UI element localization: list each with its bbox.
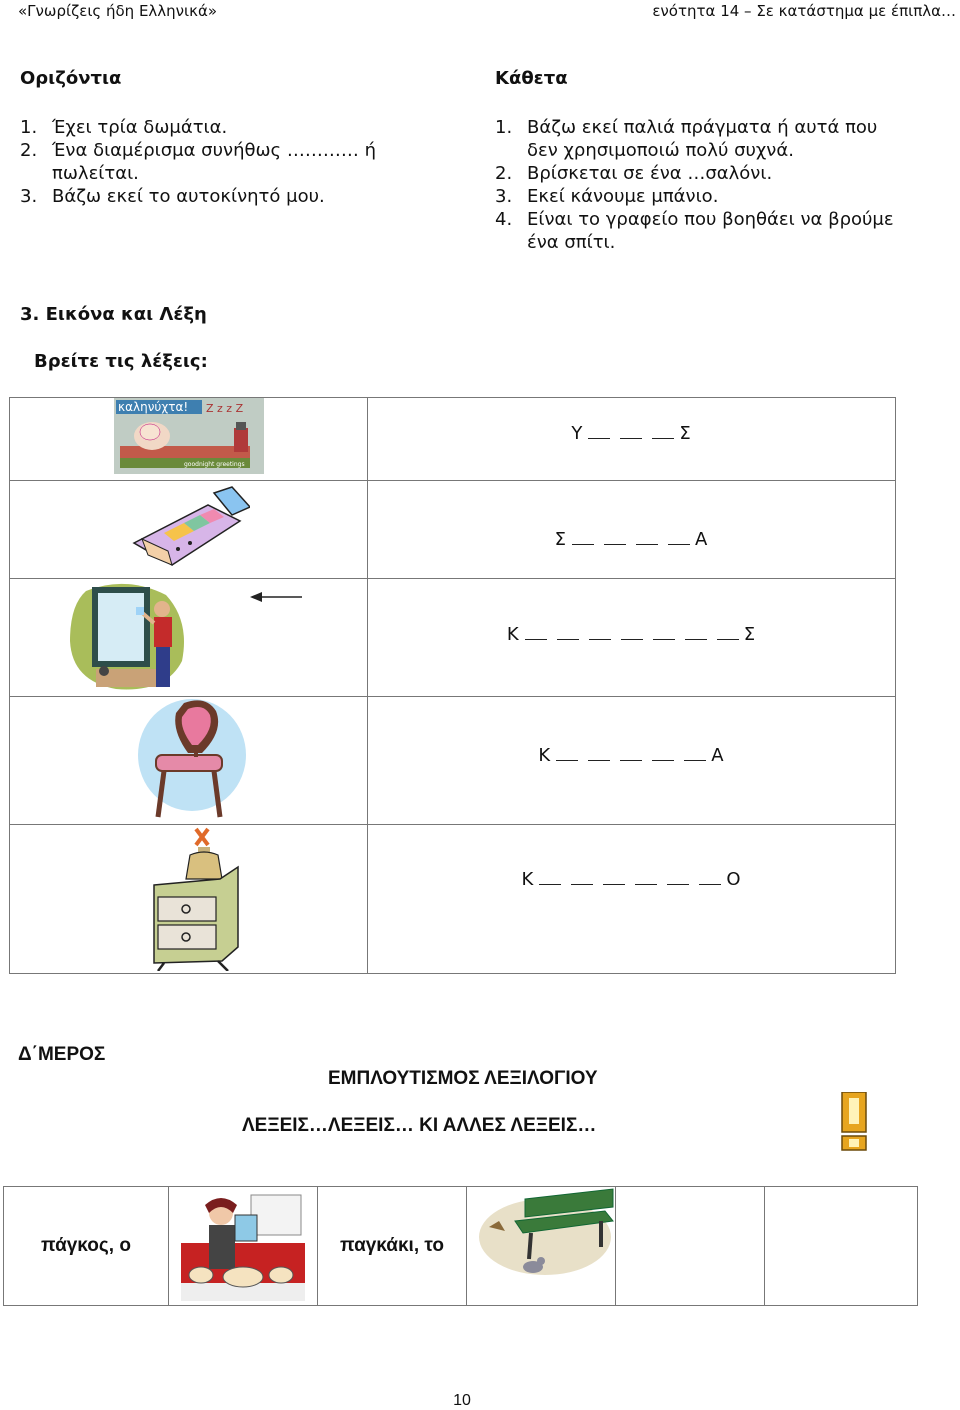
- across-clue-3: 3. Βάζω εκεί το αυτοκίνητό μου.: [20, 186, 325, 207]
- sleeping-person-image: [114, 398, 264, 474]
- arrow-left-icon: [250, 591, 304, 603]
- word-cell: [368, 398, 896, 481]
- part-d-title: Δ΄ΜΕΡΟΣ: [18, 1044, 106, 1065]
- down-clue-4: 4. Είναι το γραφείο που βοηθάει να βρούμε: [495, 209, 894, 230]
- exclamation-icon: [840, 1092, 868, 1152]
- kitchen-counter-image: [181, 1191, 305, 1301]
- picture-cell: [10, 481, 368, 579]
- vocab-cell-empty: [765, 1187, 918, 1306]
- park-bench-image: [475, 1187, 615, 1277]
- word-puzzle-2: Σ Α: [554, 529, 709, 550]
- vocab-cell-empty: [616, 1187, 765, 1306]
- word-cell: [368, 481, 896, 579]
- vocab-word-2: παγκάκι, το: [340, 1235, 444, 1256]
- page-number: 10: [453, 1392, 471, 1409]
- section3-instruction: Βρείτε τις λέξεις:: [34, 351, 208, 372]
- picture-cell: [10, 697, 368, 825]
- vocab-word-1: πάγκος, ο: [41, 1235, 131, 1256]
- word-cell: [368, 579, 896, 697]
- picture-cell: [10, 825, 368, 974]
- down-clues: 1. Βάζω εκεί παλιά πράγματα ή αυτά που δεν χρησιμοποιώ πολύ συχνά. 2. Βρίσκεται σε ένα …σαλόνι. 3. Εκεί κάνουμε μπάνιο. 4. Είναι το γραφείο που βοηθάει να βρούμε ένα σπίτι.: [495, 116, 950, 254]
- down-clue-2: 2. Βρίσκεται σε ένα …σαλόνι.: [495, 163, 773, 184]
- vocab-cell: [467, 1187, 616, 1306]
- sheet-image: [128, 481, 250, 571]
- word-cell: [368, 825, 896, 974]
- across-clue-2: 2. Ένα διαμέρισμα συνήθως ………… ή: [20, 140, 376, 161]
- word-puzzle-5: Κ Ο: [521, 868, 742, 890]
- word-cell: [368, 697, 896, 825]
- chair-image: [136, 697, 246, 823]
- picture-cell: [10, 579, 368, 697]
- picture-word-table: [9, 397, 896, 974]
- down-clue-3: 3. Εκεί κάνουμε μπάνιο.: [495, 186, 719, 207]
- vocab-cell: [4, 1187, 169, 1306]
- word-puzzle-3: Κ Σ: [506, 624, 757, 645]
- svg-text:goodnight greetings: goodnight greetings: [184, 461, 245, 468]
- svg-text:Z z z Z: Z z z Z: [206, 402, 244, 415]
- vocab-cell: [169, 1187, 318, 1306]
- word-puzzle-1: Υ Σ: [571, 422, 692, 444]
- goodnight-label: καληνύχτα!: [118, 400, 189, 414]
- across-title: Οριζόντια: [20, 68, 122, 89]
- down-clue-1: 1. Βάζω εκεί παλιά πράγματα ή αυτά που: [495, 117, 878, 138]
- window-cleaning-image: [66, 581, 190, 693]
- nightstand-image: [142, 827, 242, 971]
- part-d-tagline: ΛΕΞΕΙΣ…ΛΕΞΕΙΣ… ΚΙ ΑΛΛΕΣ ΛΕΞΕΙΣ…: [242, 1115, 597, 1136]
- down-title: Κάθετα: [495, 68, 568, 89]
- header-left: «Γνωρίζεις ήδη Ελληνικά»: [18, 2, 218, 20]
- across-clue-1: 1. Έχει τρία δωμάτια.: [20, 117, 228, 138]
- part-d-subtitle: ΕΜΠΛΟΥΤΙΣΜΟΣ ΛΕΞΙΛΟΓΙΟΥ: [328, 1068, 598, 1089]
- header-right: ενότητα 14 – Σε κατάστημα με έπιπλα…: [652, 2, 956, 20]
- across-clues: 1. Έχει τρία δωμάτια. 2. Ένα διαμέρισμα συνήθως ………… ή πωλείται. 3. Βάζω εκεί το αυτοκίνητό μου.: [20, 116, 460, 208]
- vocab-cell: [318, 1187, 467, 1306]
- section3-title: 3. Εικόνα και Λέξη: [20, 304, 207, 325]
- picture-cell: [10, 398, 368, 481]
- vocabulary-table: [3, 1186, 918, 1306]
- word-puzzle-4: Κ Α: [538, 745, 725, 766]
